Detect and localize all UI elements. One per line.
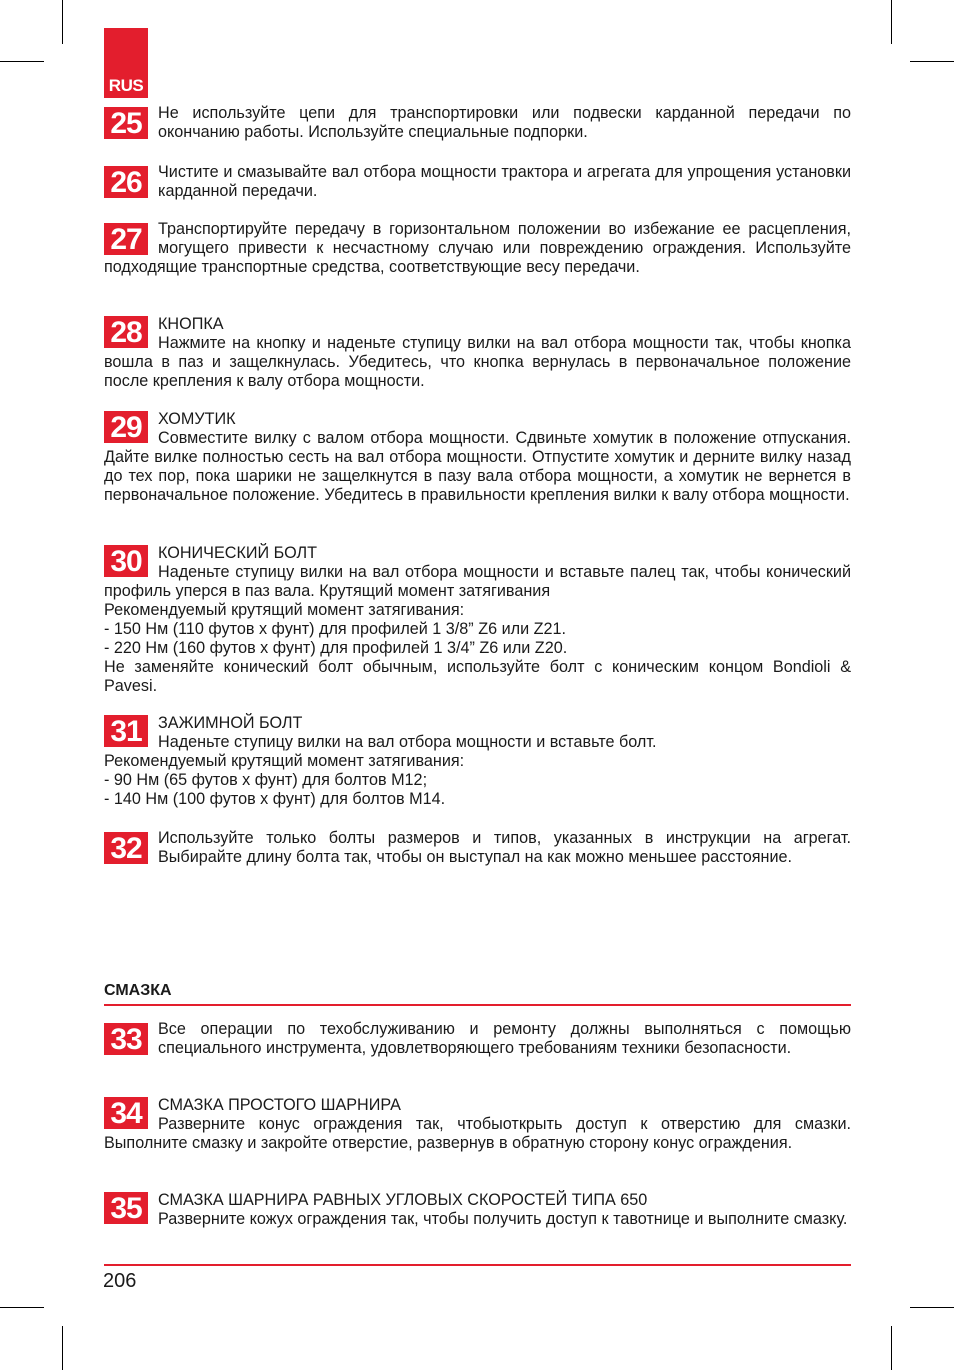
- step-number: 29: [104, 411, 148, 443]
- crop-mark: [910, 1307, 954, 1308]
- step-title: КНОПКА: [158, 315, 224, 333]
- step-text: Используйте только болты размеров и типов, указанных в инструкции на агрегат. Выбирайте длину болта так, чтобы он выступал на как можно меньшее расстояние.: [158, 829, 851, 866]
- torque-heading: Рекомендуемый крутящий момент затягивания:: [104, 601, 465, 619]
- step-title: КОНИЧЕСКИЙ БОЛТ: [158, 544, 317, 562]
- step-text: Нажмите на кнопку и наденьте ступицу вилки на вал отбора мощности так, чтобы кнопка вошла в паз и защелкнулась. Убедитесь, что кнопка вернулась в первоначальное положение после крепления к валу отбора мощности.: [104, 334, 851, 390]
- step-number: 27: [104, 223, 148, 255]
- section-title: СМАЗКА: [104, 982, 172, 999]
- instruction-28: [104, 315, 851, 391]
- instruction-31: [104, 714, 851, 809]
- step-text: Транспортируйте передачу в горизонтальном положении во избежание ее расцепления, могущего привести к несчастному случаю или повреждению ограждения. Используйте подходящие транспортные средства, соответствующие весу передачи.: [104, 220, 851, 276]
- language-tab: [104, 28, 148, 98]
- instruction-34: [104, 1096, 851, 1153]
- step-number: 31: [104, 715, 148, 747]
- torque-value: - 220 Нм (160 футов x фунт) для профилей 1 3/4” Z6 или Z20.: [104, 639, 568, 657]
- step-number: 26: [104, 166, 148, 198]
- language-tab-label: RUS: [108, 76, 144, 95]
- step-note: Не заменяйте конический болт обычным, используйте болт с коническим концом Bondioli & Pavesi.: [104, 658, 851, 695]
- step-text: Чистите и смазывайте вал отбора мощности трактора и агрегата для упрощения установки карданной передачи.: [158, 163, 851, 200]
- instruction-29: [104, 410, 851, 505]
- section-divider: [104, 1004, 851, 1006]
- step-number: 28: [104, 316, 148, 348]
- step-text: Наденьте ступицу вилки на вал отбора мощности и вставьте болт.: [158, 733, 657, 751]
- step-number: 33: [104, 1023, 148, 1055]
- step-text: Разверните конус ограждения так, чтобыоткрыть доступ к отверстию для смазки. Выполните смазку и закройте отверстие, развернув в обратную сторону конус ограждения.: [104, 1115, 851, 1152]
- step-text: Совместите вилку с валом отбора мощности. Сдвиньте хомутик в положение отпускания. Дайте вилке полностью сесть на вал отбора мощности. Отпустите хомутик и дерните вилку назад до тех пор, пока шарики не защелкнутся в пазу вала отбора мощности, а хомутик не вернется в первоначальное положение. Убедитесь в правильности крепления вилки к валу отбора мощности.: [104, 429, 851, 504]
- torque-value: - 140 Нм (100 футов x фунт) для болтов M14.: [104, 790, 446, 808]
- footer-divider: [104, 1264, 851, 1266]
- page-number: 206: [103, 1270, 137, 1292]
- step-number: 35: [104, 1192, 148, 1224]
- crop-mark: [0, 61, 44, 62]
- step-text: Наденьте ступицу вилки на вал отбора мощности и вставьте палец так, чтобы конический профиль уперся в паз вала. Крутящий момент затягивания: [104, 563, 851, 600]
- crop-mark: [891, 1326, 892, 1370]
- step-number: 34: [104, 1097, 148, 1129]
- step-text: Не используйте цепи для транспортировки или подвески карданной передачи по окончанию работы. Используйте специальные подпорки.: [158, 104, 851, 141]
- instruction-35: [104, 1191, 851, 1229]
- step-text: Все операции по техобслуживанию и ремонту должны выполняться с помощью специального инструмента, удовлетворяющего требованиям техники безопасности.: [158, 1020, 851, 1057]
- instruction-30: [104, 544, 851, 696]
- step-title: ХОМУТИК: [158, 410, 236, 428]
- step-number: 30: [104, 545, 148, 577]
- crop-mark: [62, 1326, 63, 1370]
- crop-mark: [0, 1307, 44, 1308]
- step-title: СМАЗКА ШАРНИРА РАВНЫХ УГЛОВЫХ СКОРОСТЕЙ ТИПА 650: [158, 1191, 648, 1209]
- step-number: 25: [104, 107, 148, 139]
- instruction-27: [104, 220, 851, 277]
- instruction-32: [104, 829, 851, 867]
- instruction-33: [104, 1020, 851, 1058]
- instruction-26: [104, 163, 851, 201]
- step-title: СМАЗКА ПРОСТОГО ШАРНИРА: [158, 1096, 401, 1114]
- crop-mark: [62, 0, 63, 44]
- torque-value: - 150 Нм (110 футов x фунт) для профилей 1 3/8” Z6 или Z21.: [104, 620, 566, 638]
- step-title: ЗАЖИМНОЙ БОЛТ: [158, 714, 303, 732]
- crop-mark: [910, 61, 954, 62]
- torque-heading: Рекомендуемый крутящий момент затягивания:: [104, 752, 465, 770]
- step-text: Разверните кожух ограждения так, чтобы получить доступ к тавотнице и выполните смазку.: [158, 1210, 848, 1228]
- crop-mark: [891, 0, 892, 44]
- torque-value: - 90 Нм (65 футов x фунт) для болтов M12;: [104, 771, 428, 789]
- instruction-25: [104, 104, 851, 142]
- step-number: 32: [104, 832, 148, 864]
